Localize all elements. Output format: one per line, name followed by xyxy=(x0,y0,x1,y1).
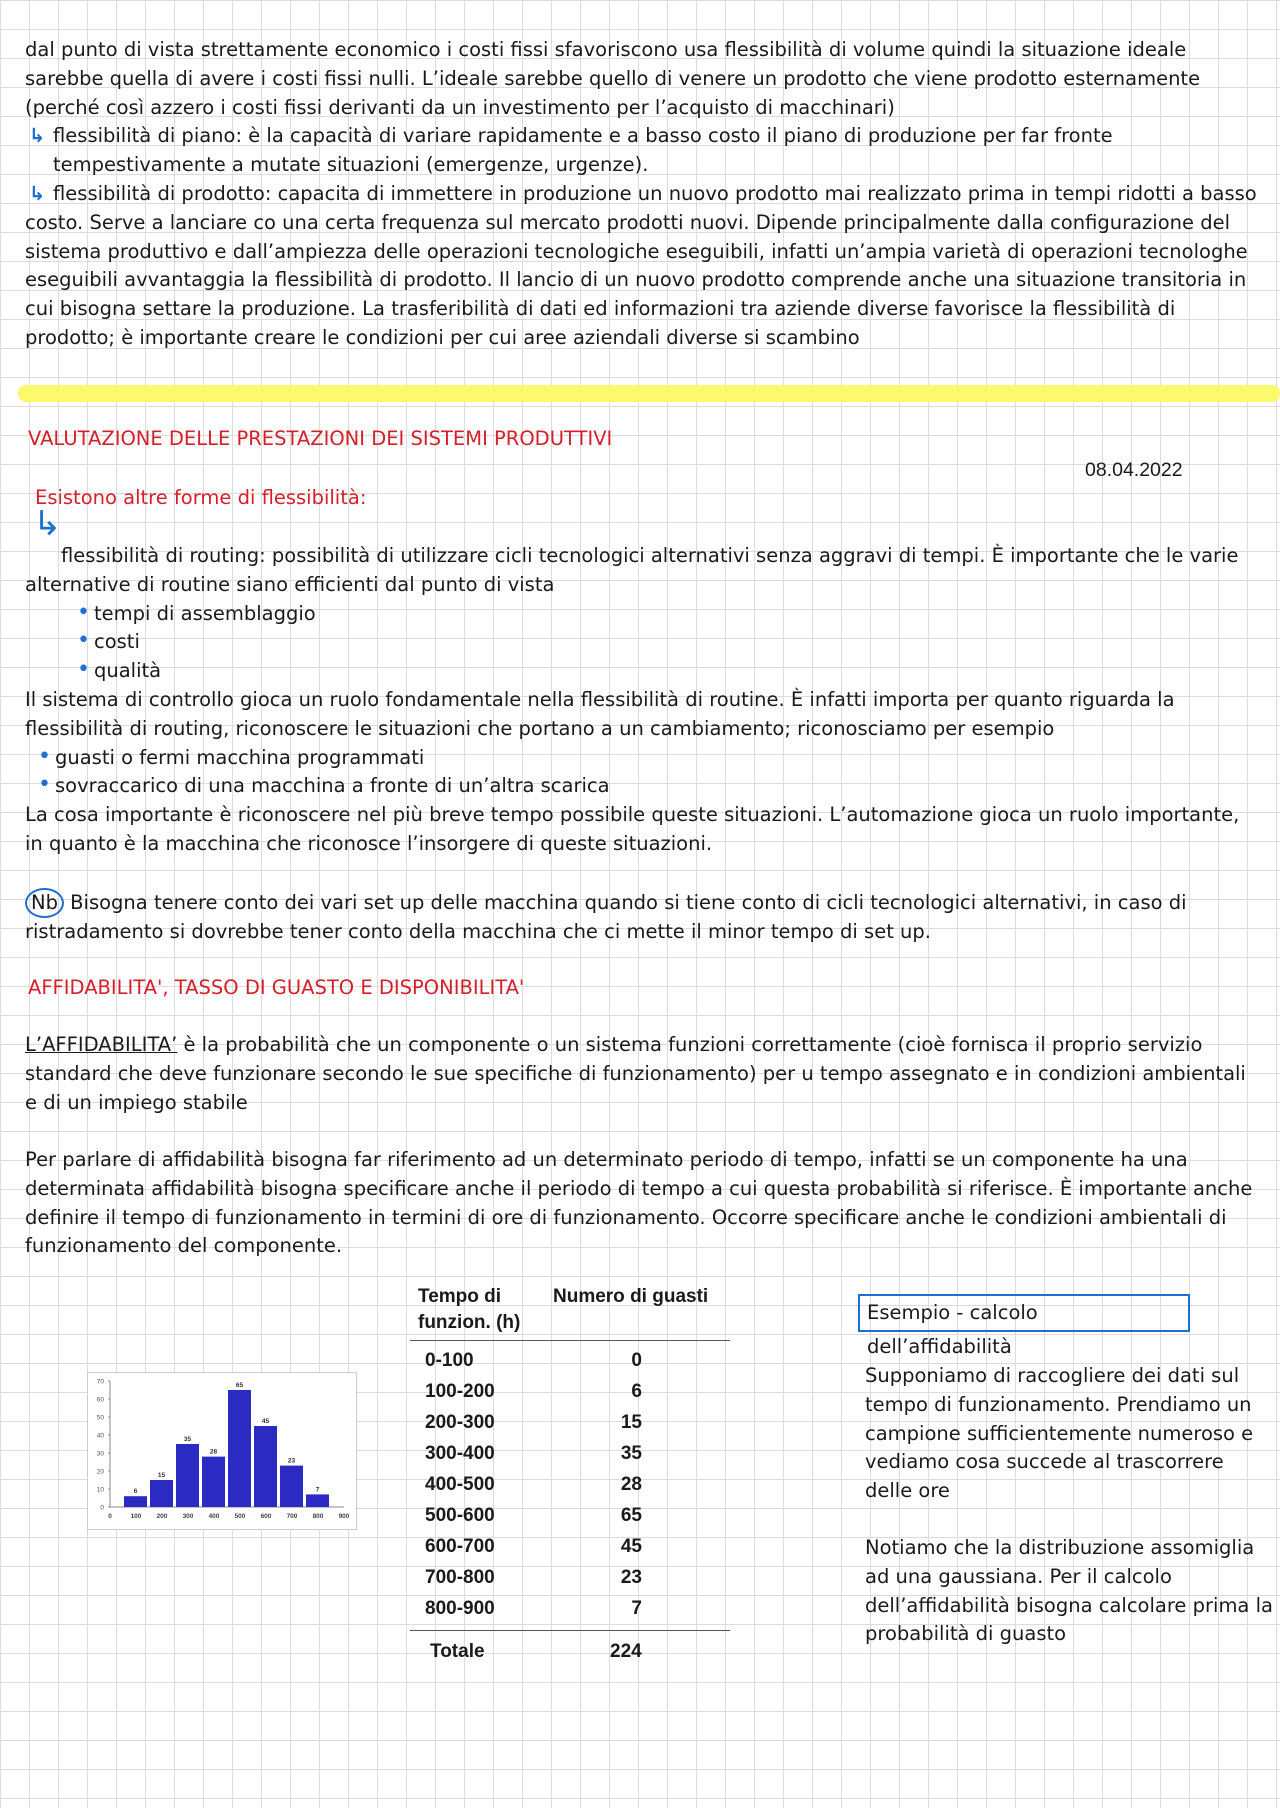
routing-block xyxy=(25,504,1260,946)
cell-range: 700-800 xyxy=(425,1567,495,1588)
definition-text: è la probabilità che un componente o un sistema funzioni correttamente (cioè fornisca il proprio servizio standard che deve funzionare secondo le sue specifiche di funzionamento) per u tempo assegnato e in condizioni ambientali e di un impiego stabile xyxy=(25,1033,1246,1114)
y-tick-label: 70 xyxy=(96,1378,104,1386)
bar-value-label: 6 xyxy=(133,1488,138,1496)
table-header xyxy=(410,1284,730,1341)
cell-range: 0-100 xyxy=(425,1350,474,1371)
histogram-bar xyxy=(228,1390,251,1507)
histogram-bar xyxy=(150,1480,173,1507)
nb-badge: Nb xyxy=(25,888,64,918)
bar-value-label: 7 xyxy=(315,1486,320,1494)
intro-paragraph xyxy=(25,36,1260,353)
histogram-bar xyxy=(254,1426,277,1507)
example-title: Esempio - calcolo dell’affidabilità xyxy=(858,1294,1190,1332)
example-text-2: Notiamo che la distribuzione assomiglia ad una gaussiana. Per il calcolo dell’affidabilità bisogna calcolare prima la probabilità di guasto xyxy=(865,1536,1273,1646)
corner-arrow-icon: ↳ xyxy=(29,124,46,148)
x-tick-label: 200 xyxy=(156,1513,168,1520)
bar-value-label: 65 xyxy=(235,1382,244,1389)
list-item: • sovraccarico di una macchina a fronte di un’altra scarica xyxy=(55,772,1260,801)
bar-value-label: 23 xyxy=(287,1457,296,1465)
x-tick-label: 500 xyxy=(234,1513,246,1520)
cell-count: 35 xyxy=(620,1443,642,1464)
corner-arrow-icon: ↳ xyxy=(29,181,46,205)
cell-range: 600-700 xyxy=(425,1536,495,1557)
table-row xyxy=(410,1500,730,1531)
x-tick-label: 300 xyxy=(182,1513,194,1520)
cell-range: 400-500 xyxy=(425,1474,495,1495)
bullet-list-situations xyxy=(25,744,1260,802)
table-row xyxy=(410,1469,730,1500)
note-date: 08.04.2022 xyxy=(1085,459,1183,481)
histogram-bar xyxy=(176,1444,199,1507)
bar-value-label: 15 xyxy=(157,1472,166,1479)
importante-text: La cosa importante è riconoscere nel più breve tempo possibile queste situazioni. L’automazione gioca un ruolo importante, in quanto è la macchina che riconosce l’insorgere di queste situazioni. xyxy=(25,803,1240,855)
example-text-1: Supponiamo di raccogliere dei dati sul tempo di funzionamento. Prendiamo un campione sufficientemente numeroso e vediamo cosa succede al trascorrere delle ore xyxy=(865,1364,1254,1503)
cell-count: 0 xyxy=(631,1350,642,1371)
x-tick-label: 100 xyxy=(130,1513,142,1520)
cell-range: 200-300 xyxy=(425,1412,495,1433)
piano-text: flessibilità di piano: è la capacità di variare rapidamente e a basso costo il piano di produzione per far fronte tempestivamente a mutate situazioni (emergenze, urgenze). xyxy=(53,124,1113,177)
definition-term: L’AFFIDABILITA’ xyxy=(25,1033,178,1056)
cell-count: 45 xyxy=(620,1536,642,1557)
column-header-time: Tempo di funzion. (h) xyxy=(418,1286,521,1333)
y-tick-label: 0 xyxy=(100,1504,104,1512)
histogram-bar xyxy=(306,1494,329,1507)
corner-arrow-icon: ↳ xyxy=(33,504,62,544)
cell-count: 7 xyxy=(631,1598,642,1619)
affidabilita-definition xyxy=(25,1031,1260,1117)
table-row xyxy=(410,1376,730,1407)
table-row xyxy=(410,1438,730,1469)
y-tick-label: 30 xyxy=(96,1450,104,1458)
list-item: • qualità xyxy=(94,657,1260,686)
cell-count: 23 xyxy=(620,1567,642,1588)
bullet-list-criteria xyxy=(25,600,1260,686)
histogram-svg xyxy=(88,1373,356,1529)
section-heading: VALUTAZIONE DELLE PRESTAZIONI DEI SISTEMI PRODUTTIVI xyxy=(28,427,613,450)
controllo-text: Il sistema di controllo gioca un ruolo fondamentale nella flessibilità di routine. È infatti importa per quanto riguarda la flessibilità di routing, riconoscere le situazioni che portano a un cambiamento; riconosciamo per esempio xyxy=(25,687,1175,740)
table-total-row xyxy=(410,1630,730,1673)
y-tick-label: 40 xyxy=(96,1432,104,1440)
cell-range: 800-900 xyxy=(425,1598,495,1619)
table-row xyxy=(410,1345,730,1376)
x-tick-label: 600 xyxy=(260,1513,272,1520)
total-label: Totale xyxy=(430,1641,485,1662)
list-item: • tempi di assemblaggio xyxy=(94,600,1260,629)
affidabilita-paragraph: Per parlare di affidabilità bisogna far riferimento ad un determinato periodo di tempo, infatti se un componente ha una determinata affidabilità bisogna specificare anche il periodo di tempo a cui questa probabilità si riferisce. È importante anche definire il tempo di funzionamento in termini di ore di funzionamento. Occorre specificare anche le condizioni ambientali di funzionamento del componente. xyxy=(25,1148,1253,1258)
bar-value-label: 45 xyxy=(261,1418,270,1425)
subheading: Esistono altre forme di flessibilità: xyxy=(35,486,367,509)
section-heading-2: AFFIDABILITA', TASSO DI GUASTO E DISPONIBILITA' xyxy=(28,976,525,999)
x-tick-label: 900 xyxy=(338,1513,350,1520)
y-tick-label: 50 xyxy=(96,1414,104,1422)
table-row xyxy=(410,1407,730,1438)
y-tick-label: 60 xyxy=(96,1396,104,1404)
table-row xyxy=(410,1562,730,1593)
table-row xyxy=(410,1531,730,1562)
histogram-bar xyxy=(280,1466,303,1507)
y-tick-label: 10 xyxy=(96,1486,104,1494)
table-body xyxy=(410,1345,730,1624)
highlighter-divider xyxy=(18,385,1280,402)
list-item: • guasti o fermi macchina programmati xyxy=(55,744,1260,773)
piano-item xyxy=(25,122,1260,180)
x-tick-label: 400 xyxy=(208,1513,220,1520)
x-tick-label: 0 xyxy=(108,1513,112,1520)
total-value: 224 xyxy=(610,1641,642,1662)
bar-value-label: 35 xyxy=(183,1436,192,1443)
intro-text: dal punto di vista strettamente economico i costi fissi sfavoriscono usa flessibilità di volume quindi la situazione ideale sarebbe quella di avere i costi fissi nulli. L’ideale sarebbe quello di venere un prodotto che viene prodotto esternamente (perché così azzero i costi fissi derivanti da un investimento per l’acquisto di macchinari) xyxy=(25,38,1201,119)
cell-count: 15 xyxy=(620,1412,642,1433)
nb-text: Bisogna tenere conto dei vari set up delle macchina quando si tiene conto di cicli tecnologici alternativi, in caso di ristradamento si dovrebbe tener conto della macchina che ci mette il minor tempo di set up. xyxy=(25,890,1187,943)
bar-value-label: 28 xyxy=(209,1448,218,1456)
prodotto-item xyxy=(25,180,1260,353)
histogram-chart xyxy=(87,1372,357,1530)
table-row xyxy=(410,1593,730,1624)
routing-text: flessibilità di routing: possibilità di utilizzare cicli tecnologici alternativi senza aggravi di tempi. È importante che le varie alternative di routine siano efficienti dal punto di vista xyxy=(25,544,1239,596)
cell-count: 28 xyxy=(620,1474,642,1495)
cell-range: 500-600 xyxy=(425,1505,495,1526)
routing-item xyxy=(25,504,1260,600)
prodotto-text: flessibilità di prodotto: capacita di immettere in produzione un nuovo prodotto mai realizzato prima in tempi ridotti a basso costo. Serve a lanciare co una certa frequenza sul mercato prodotti nuovi. Dipende principalmente dalla configurazione del sistema produttivo e dall’ampiezza delle operazioni tecnologiche eseguibili, infatti un’ampia varietà di operazioni tecnologhe eseguibili avvantaggia la flessibilità di prodotto. Il lancio di un nuovo prodotto comprende anche una situazione transitoria in cui bisogna settare la produzione. La trasferibilità di dati ed informazioni tra aziende diverse favorisce la flessibilità di prodotto; è importante creare le condizioni per cui aree aziendali diverse si scambino xyxy=(25,181,1257,349)
cell-count: 65 xyxy=(620,1505,642,1526)
cell-range: 300-400 xyxy=(425,1443,495,1464)
x-tick-label: 700 xyxy=(286,1513,298,1520)
cell-count: 6 xyxy=(631,1381,642,1402)
y-tick-label: 20 xyxy=(96,1468,104,1476)
histogram-bar xyxy=(202,1457,225,1507)
column-header-failures: Numero di guasti xyxy=(553,1286,709,1307)
x-tick-label: 800 xyxy=(312,1513,324,1520)
histogram-bar xyxy=(124,1496,147,1507)
nb-note xyxy=(25,888,1260,947)
cell-range: 100-200 xyxy=(425,1381,495,1402)
failures-table xyxy=(410,1284,730,1673)
list-item: • costi xyxy=(94,628,1260,657)
